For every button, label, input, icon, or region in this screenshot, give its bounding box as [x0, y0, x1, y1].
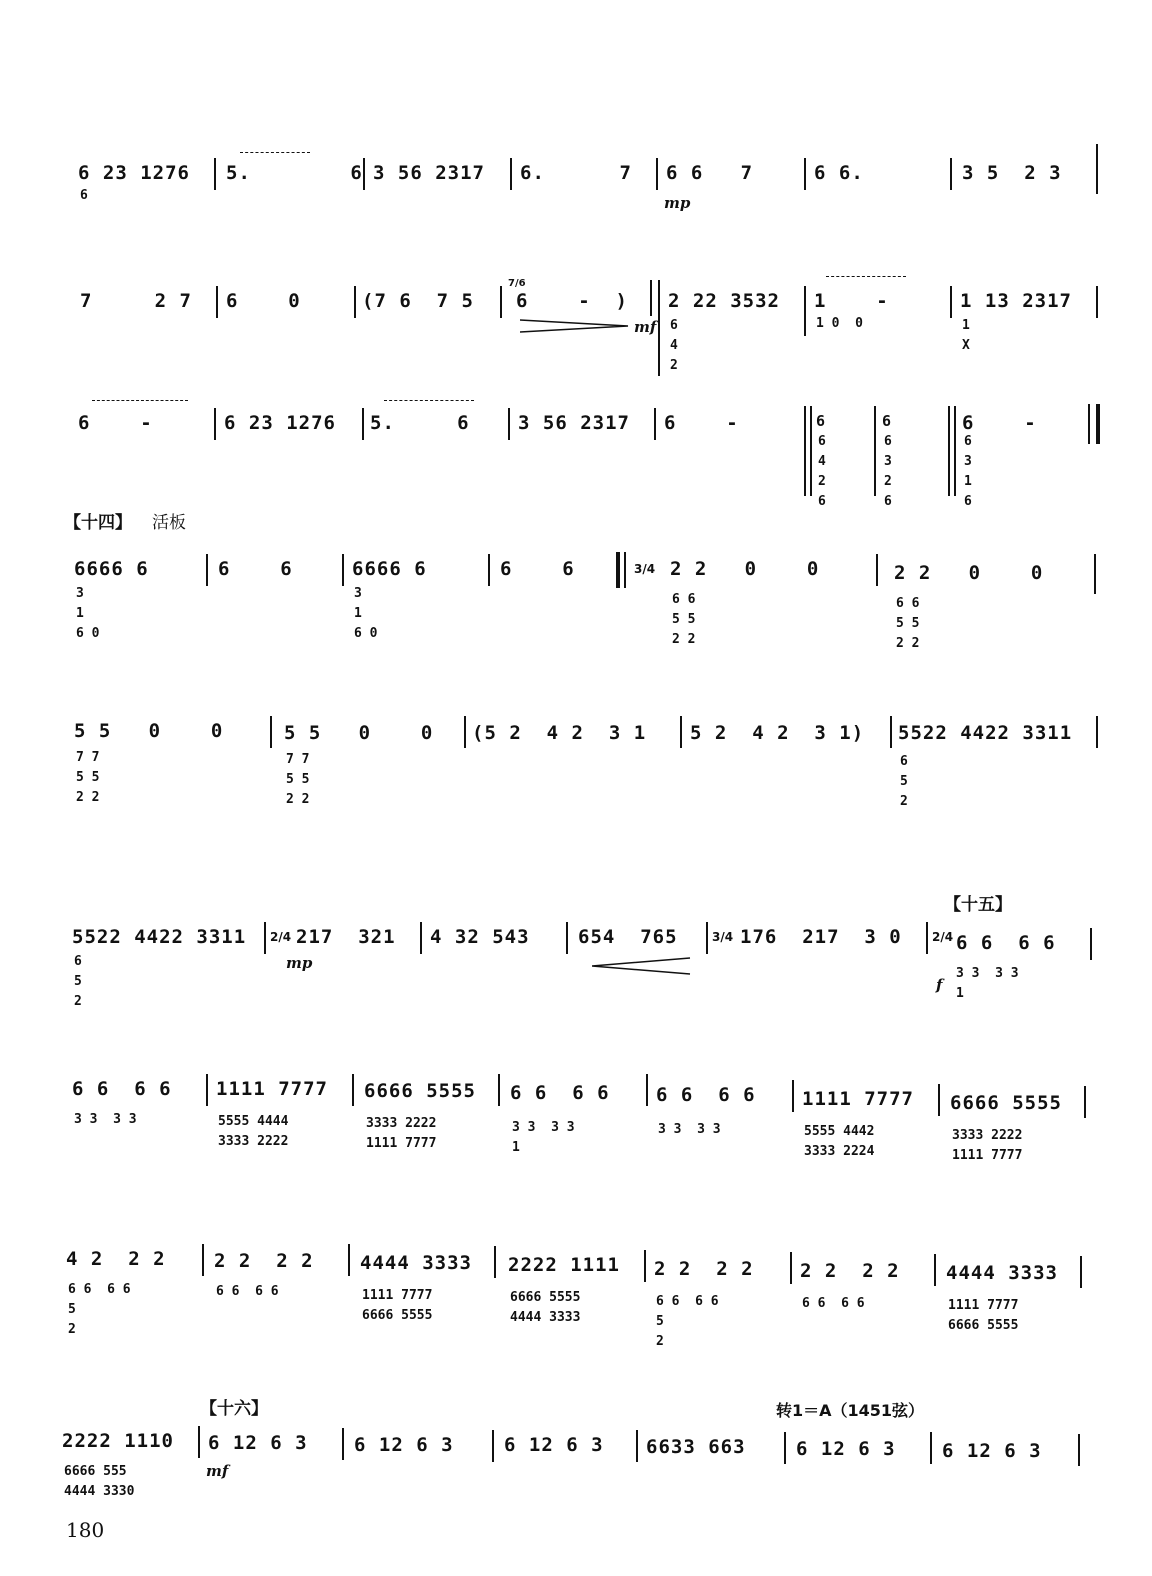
crescendo-hairpin — [592, 956, 692, 976]
measure: 1111 7777 — [216, 1078, 328, 1100]
bar-line — [214, 158, 216, 190]
bar-line — [500, 286, 502, 318]
bar-line — [650, 280, 652, 316]
bar-line — [658, 280, 660, 376]
final-bar-line — [1088, 404, 1090, 444]
measure: 6666 6 — [352, 558, 427, 580]
bar-line — [1096, 144, 1098, 194]
bar-line — [804, 286, 806, 336]
bar-line — [792, 1080, 794, 1112]
lower-note: 3333 2222 1111 7777 — [366, 1116, 437, 1151]
measure: 6 12 6 3 — [796, 1438, 896, 1460]
lower-note: 6 6 6 6 5 2 — [68, 1282, 131, 1337]
tempo-marking: 活板 — [152, 513, 186, 533]
bar-line — [656, 158, 658, 190]
repeat-bar-line — [624, 552, 626, 588]
measure: 4444 3333 — [360, 1252, 472, 1274]
measure: 6 - — [962, 412, 1037, 434]
bar-line — [1094, 554, 1096, 594]
bar-line — [270, 716, 272, 748]
bar-line — [1096, 716, 1098, 748]
lower-note: 6 — [80, 188, 88, 203]
staff-line-9 — [0, 1410, 1152, 1510]
lower-note: 6 3 1 6 — [964, 434, 972, 509]
measure: 6 6 — [500, 558, 575, 580]
lower-note: 3333 2222 1111 7777 — [952, 1128, 1023, 1163]
measure: 5. 6 — [370, 412, 470, 434]
bar-line — [950, 158, 952, 190]
lower-note: 3 1 6 0 — [354, 586, 378, 641]
measure: 217 321 — [296, 926, 396, 948]
bar-line — [950, 286, 952, 318]
bar-line — [934, 1254, 936, 1286]
dynamic-mp: mp — [664, 194, 691, 212]
measure: 5522 4422 3311 — [72, 926, 247, 948]
measure: 6 0 — [226, 290, 301, 312]
time-signature: 3/4 — [712, 930, 734, 944]
staff-line-7 — [0, 1060, 1152, 1180]
lower-note: 5555 4444 3333 2222 — [218, 1114, 289, 1149]
measure: 6 23 1276 — [78, 162, 190, 184]
measure: 2 2 2 2 — [214, 1250, 314, 1272]
measure: 6666 5555 — [950, 1092, 1062, 1114]
lower-note: 6 6 6 6 — [802, 1296, 865, 1311]
lower-note: 1111 7777 6666 5555 — [948, 1298, 1019, 1333]
staff-line-4 — [0, 540, 1152, 670]
staff-line-6 — [0, 900, 1152, 1030]
bar-line — [876, 554, 878, 586]
bar-line — [206, 1074, 208, 1106]
measure: 4 2 2 2 — [66, 1248, 166, 1270]
lower-note: 3 3 3 3 — [658, 1122, 721, 1137]
bar-line — [464, 716, 466, 748]
bar-line — [948, 406, 950, 496]
measure: 1111 7777 — [802, 1088, 914, 1110]
bar-line — [363, 158, 365, 190]
measure: 2 2 2 2 — [654, 1258, 754, 1280]
lower-note: 3 1 6 0 — [76, 586, 100, 641]
staff-line-2 — [0, 270, 1152, 380]
grace-note: 7/6 — [508, 278, 526, 289]
repeat-bar-line — [616, 552, 620, 588]
measure: 2222 1111 — [508, 1254, 620, 1276]
measure: 5522 4422 3311 — [898, 722, 1073, 744]
time-signature: 2/4 — [270, 930, 292, 944]
bar-line — [954, 406, 956, 496]
measure: 6 — [882, 412, 893, 430]
bar-line — [1080, 1256, 1082, 1288]
measure: 2 2 0 0 — [894, 562, 1044, 584]
measure: 5 2 4 2 3 1) — [690, 722, 865, 744]
bar-line — [202, 1244, 204, 1276]
measure: 4 32 543 — [430, 926, 530, 948]
bar-line — [492, 1430, 494, 1462]
lower-note: 6 4 2 6 — [818, 434, 826, 509]
bar-line — [362, 408, 364, 440]
bar-line — [804, 406, 806, 496]
crescendo-hairpin — [520, 316, 630, 336]
bar-line — [342, 554, 344, 586]
measure: 6 12 6 3 — [354, 1434, 454, 1456]
bar-line — [680, 716, 682, 748]
bar-line — [654, 408, 656, 440]
bar-line — [636, 1430, 638, 1462]
dynamic-mp: mp — [286, 954, 313, 972]
measure: 6 - — [664, 412, 739, 434]
lower-note: 6666 555 4444 3330 — [64, 1464, 135, 1499]
measure: 6 6 6 6 — [72, 1078, 172, 1100]
lower-note: 3 3 3 3 1 — [512, 1120, 575, 1155]
bar-line — [354, 286, 356, 318]
lower-note: 1 X — [962, 318, 970, 353]
bar-line — [926, 922, 928, 954]
section-label-15: 【十五】 — [944, 895, 1012, 915]
bar-line — [706, 922, 708, 954]
bar-line — [420, 922, 422, 954]
measure: 5 5 0 0 — [284, 722, 434, 744]
bar-line — [790, 1252, 792, 1284]
lower-note: 6 6 5 5 2 2 — [896, 596, 920, 651]
bar-line — [508, 408, 510, 440]
bar-line — [494, 1246, 496, 1278]
measure: 2 2 2 2 — [800, 1260, 900, 1282]
measure: 2222 1110 — [62, 1430, 174, 1452]
measure: 6633 663 — [646, 1436, 746, 1458]
lower-note: 1111 7777 6666 5555 — [362, 1288, 433, 1323]
measure: 3 5 2 3 — [962, 162, 1062, 184]
staff-line-5 — [0, 700, 1152, 840]
measure: 5 5 0 0 — [74, 720, 224, 742]
measure: 7 2 7 — [80, 290, 192, 312]
lower-note: 6 5 2 — [74, 954, 82, 1009]
dashed-line — [384, 400, 474, 401]
dynamic-mf: mf — [634, 318, 657, 336]
measure: 2 2 0 0 — [670, 558, 820, 580]
bar-line — [646, 1074, 648, 1106]
measure: 2 22 3532 — [668, 290, 780, 312]
lower-note: 6 5 2 — [900, 754, 908, 809]
measure: 6 6 6 6 — [510, 1082, 610, 1104]
lower-note: 3 3 3 3 1 — [956, 966, 1019, 1001]
measure: 1 13 2317 — [960, 290, 1072, 312]
staff-line-1 — [0, 140, 1152, 220]
measure: (5 2 4 2 3 1 — [472, 722, 647, 744]
lower-note: 6 3 2 6 — [884, 434, 892, 509]
bar-line — [216, 286, 218, 318]
section-label-16: 【十六】 — [200, 1399, 268, 1419]
lower-note: 5555 4442 3333 2224 — [804, 1124, 875, 1159]
staff-line-3 — [0, 392, 1152, 512]
measure: 176 217 3 0 — [740, 926, 902, 948]
measure: 6 6 7 — [666, 162, 754, 184]
bar-line — [214, 408, 216, 440]
section-label-14: 【十四】 — [64, 513, 132, 533]
bar-line — [510, 158, 512, 190]
lower-note: 6666 5555 4444 3333 — [510, 1290, 581, 1325]
bar-line — [498, 1074, 500, 1106]
bar-line — [930, 1432, 932, 1464]
measure: 5. 6 — [226, 162, 363, 184]
staff-line-8 — [0, 1230, 1152, 1370]
key-change: 转1＝A（1451弦） — [776, 1401, 925, 1420]
final-bar-line — [1096, 404, 1100, 444]
bar-line — [348, 1244, 350, 1276]
bar-line — [804, 158, 806, 190]
measure: 4444 3333 — [946, 1262, 1058, 1284]
bar-line — [644, 1250, 646, 1282]
measure: 3 56 2317 — [373, 162, 485, 184]
measure: 6 6. — [814, 162, 864, 184]
bar-line — [938, 1084, 940, 1116]
measure: 6666 5555 — [364, 1080, 476, 1102]
measure: 6. 7 — [520, 162, 632, 184]
dashed-line — [826, 276, 906, 277]
lower-note: 6 4 2 — [670, 318, 678, 373]
lower-note: 6 6 6 6 — [216, 1284, 279, 1299]
measure: 6 12 6 3 — [504, 1434, 604, 1456]
lower-note: 6 6 6 6 5 2 — [656, 1294, 719, 1349]
measure: 6 6 6 6 — [656, 1084, 756, 1106]
measure: (7 6 7 5 — [362, 290, 474, 312]
dashed-line — [92, 400, 188, 401]
measure: 6 12 6 3 — [208, 1432, 308, 1454]
bar-line — [352, 1074, 354, 1106]
lower-note: 3 3 3 3 — [74, 1112, 137, 1127]
dashed-line — [240, 152, 310, 153]
bar-line — [566, 922, 568, 954]
bar-line — [264, 922, 266, 954]
bar-line — [890, 716, 892, 748]
measure: 654 765 — [578, 926, 678, 948]
measure: 6 — [816, 412, 827, 430]
lower-note: 6 6 5 5 2 2 — [672, 592, 696, 647]
bar-line — [874, 406, 876, 496]
measure: 6 - — [78, 412, 153, 434]
bar-line — [1084, 1086, 1086, 1118]
bar-line — [810, 406, 812, 496]
measure: 6 12 6 3 — [942, 1440, 1042, 1462]
time-signature: 2/4 — [932, 930, 954, 944]
measure: 6 - ) — [516, 290, 628, 312]
bar-line — [206, 554, 208, 586]
page-number: 180 — [66, 1518, 105, 1542]
lower-note: 7 7 5 5 2 2 — [76, 750, 100, 805]
measure: 6 23 1276 — [224, 412, 336, 434]
bar-line — [342, 1428, 344, 1460]
bar-line — [1078, 1434, 1080, 1466]
bar-line — [488, 554, 490, 586]
dynamic-f: f — [936, 976, 943, 994]
dynamic-mf: mf — [206, 1462, 229, 1480]
measure: 6666 6 — [74, 558, 149, 580]
measure: 6 6 — [218, 558, 293, 580]
bar-line — [1090, 928, 1092, 960]
bar-line — [198, 1426, 200, 1458]
measure: 1 - — [814, 290, 889, 312]
bar-line — [784, 1432, 786, 1464]
bar-line — [1096, 286, 1098, 318]
measure: 3 56 2317 — [518, 412, 630, 434]
lower-note: 1 0 0 — [816, 316, 863, 331]
lower-note: 7 7 5 5 2 2 — [286, 752, 310, 807]
measure: 6 6 6 6 — [956, 932, 1056, 954]
time-signature: 3/4 — [634, 562, 656, 576]
